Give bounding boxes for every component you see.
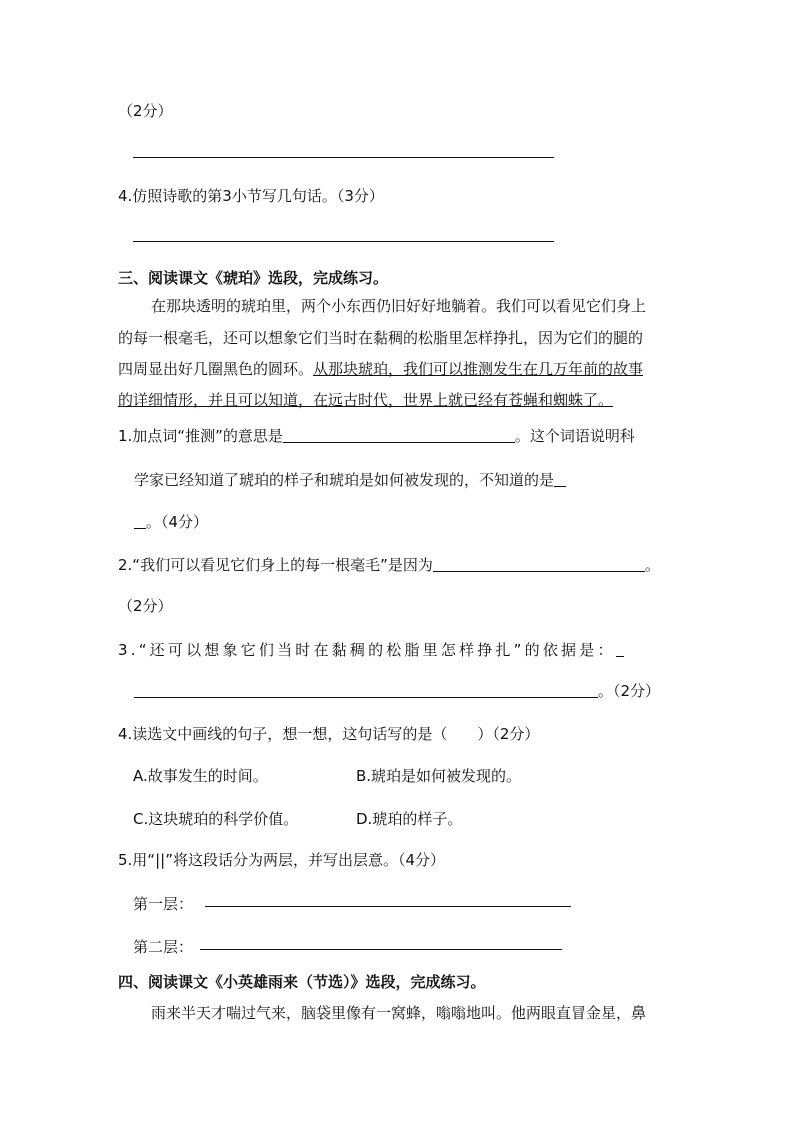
passage-line: 在那块透明的琥珀里，两个小东西仍旧好好地躺着。我们可以看见它们身上 bbox=[151, 297, 647, 315]
answer-line[interactable] bbox=[205, 906, 571, 907]
answer-line[interactable] bbox=[200, 949, 562, 950]
question-text bbox=[134, 681, 660, 701]
fill-in-blank[interactable] bbox=[616, 642, 624, 657]
question-text bbox=[134, 470, 566, 490]
fill-in-blank[interactable] bbox=[554, 472, 566, 487]
section-heading: 三、阅读课文《琥珀》选段，完成练习。 bbox=[118, 269, 389, 287]
passage-text: 四周显出好几圈黑色的圆环。 bbox=[118, 360, 314, 378]
question-score: 。（2分） bbox=[598, 682, 661, 700]
layer-label: 第二层： bbox=[133, 938, 194, 956]
fill-in-blank[interactable] bbox=[134, 514, 146, 529]
question-score: （2分） bbox=[118, 102, 173, 120]
option-c[interactable]: C.这块琥珀的科学价值。 bbox=[133, 810, 299, 828]
answer-line bbox=[133, 157, 554, 158]
question-5: 5.用“||”将这段话分为两层，并写出层意。（4分） bbox=[118, 851, 446, 869]
question-2 bbox=[118, 555, 660, 575]
option-d[interactable]: D.琥珀的样子。 bbox=[356, 810, 463, 828]
question-text: 。 bbox=[644, 556, 660, 574]
answer-line bbox=[133, 241, 554, 242]
question-text: 4.仿照诗歌的第3小节写几句话。（3分） bbox=[118, 187, 384, 205]
question-4: 4.读选文中画线的句子，想一想，这句话写的是（ ）（2分） bbox=[118, 725, 540, 743]
question-text-line: 学家已经知道了琥珀的样子和琥珀是如何被发现的，不知道的是 bbox=[134, 471, 555, 489]
answer-line[interactable] bbox=[134, 683, 598, 698]
option-a[interactable]: A.故事发生的时间。 bbox=[133, 767, 268, 785]
question-text bbox=[134, 512, 208, 532]
question-3 bbox=[118, 640, 624, 660]
question-score: 。（4分） bbox=[146, 513, 209, 531]
underlined-sentence: 从那块琥珀，我们可以推测发生在几万年前的故事 bbox=[313, 360, 644, 378]
fill-in-blank[interactable] bbox=[283, 428, 515, 443]
question-text: 。这个词语说明科 bbox=[514, 427, 635, 445]
section-heading: 四、阅读课文《小英雄雨来（节选）》选段，完成练习。 bbox=[118, 973, 486, 991]
passage-line: 雨来半天才喘过气来，脑袋里像有一窝蜂，嗡嗡地叫。他两眼直冒金星，鼻 bbox=[151, 1004, 647, 1022]
question-score: （2分） bbox=[118, 597, 173, 615]
passage-line: 的每一根毫毛，还可以想象它们当时在黏稠的松脂里怎样挣扎，因为它们的腿的 bbox=[118, 329, 644, 347]
layer-label: 第一层： bbox=[133, 895, 194, 913]
question-text: 2.“我们可以看见它们身上的每一根毫毛”是因为 bbox=[118, 556, 433, 574]
question-1 bbox=[118, 426, 635, 446]
option-b[interactable]: B.琥珀是如何被发现的。 bbox=[356, 767, 522, 785]
underlined-sentence: 的详细情形，并且可以知道，在远古时代，世界上就已经有苍蝇和蜘蛛了。 bbox=[118, 391, 614, 409]
question-text: 1.加点词“推测”的意思是 bbox=[118, 427, 283, 445]
fill-in-blank[interactable] bbox=[433, 557, 645, 572]
passage-line bbox=[118, 359, 643, 379]
question-text: 3.“还可以想象它们当时在黏稠的松脂里怎样挣扎”的依据是： bbox=[118, 641, 616, 659]
